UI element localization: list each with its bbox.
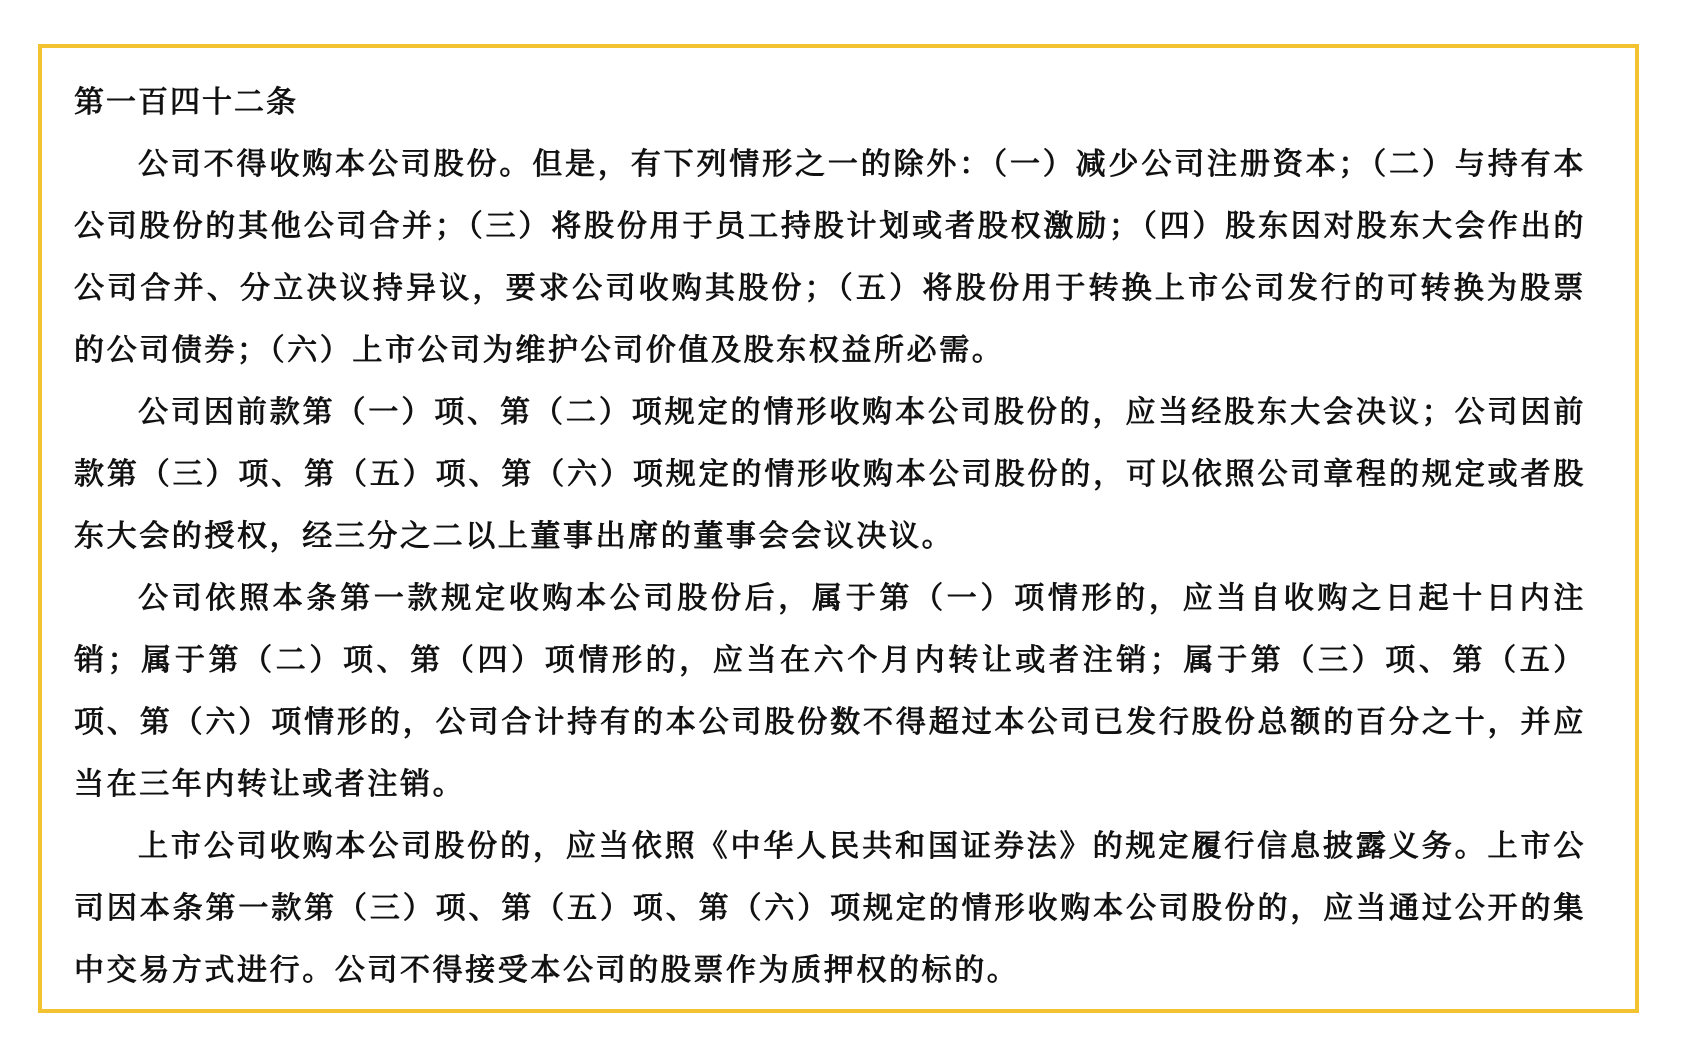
article-paragraph-1: 公司不得收购本公司股份。但是，有下列情形之一的除外：（一）减少公司注册资本；（二）与持有本公司股份的其他公司合并；（三）将股份用于员工持股计划或者股权激励；（四）股东因对股东大会作出的公司合并、分立决议持异议，要求公司收购其股份；（五）将股份用于转换上市公司发行的可转换为股票的公司债券；（六）上市公司为维护公司价值及股东权益所必需。 [74, 147, 1586, 368]
article-paragraph-4: 上市公司收购本公司股份的，应当依照《中华人民共和国证券法》的规定履行信息披露义务。上市公司因本条第一款第（三）项、第（五）项、第（六）项规定的情形收购本公司股份的，应当通过公开的集中交易方式进行。公司不得接受本公司的股票作为质押权的标的。 [74, 829, 1586, 988]
article-content [74, 72, 1586, 1002]
article-frame [38, 44, 1639, 1013]
article-paragraph-3: 公司依照本条第一款规定收购本公司股份后，属于第（一）项情形的，应当自收购之日起十日内注销；属于第（二）项、第（四）项情形的，应当在六个月内转让或者注销；属于第（三）项、第（五）项、第（六）项情形的，公司合计持有的本公司股份数不得超过本公司已发行股份总额的百分之十，并应当在三年内转让或者注销。 [74, 581, 1586, 802]
article-paragraph-2: 公司因前款第（一）项、第（二）项规定的情形收购本公司股份的，应当经股东大会决议；公司因前款第（三）项、第（五）项、第（六）项规定的情形收购本公司股份的，可以依照公司章程的规定或者股东大会的授权，经三分之二以上董事出席的董事会会议决议。 [74, 395, 1586, 554]
article-title: 第一百四十二条 [74, 85, 298, 120]
